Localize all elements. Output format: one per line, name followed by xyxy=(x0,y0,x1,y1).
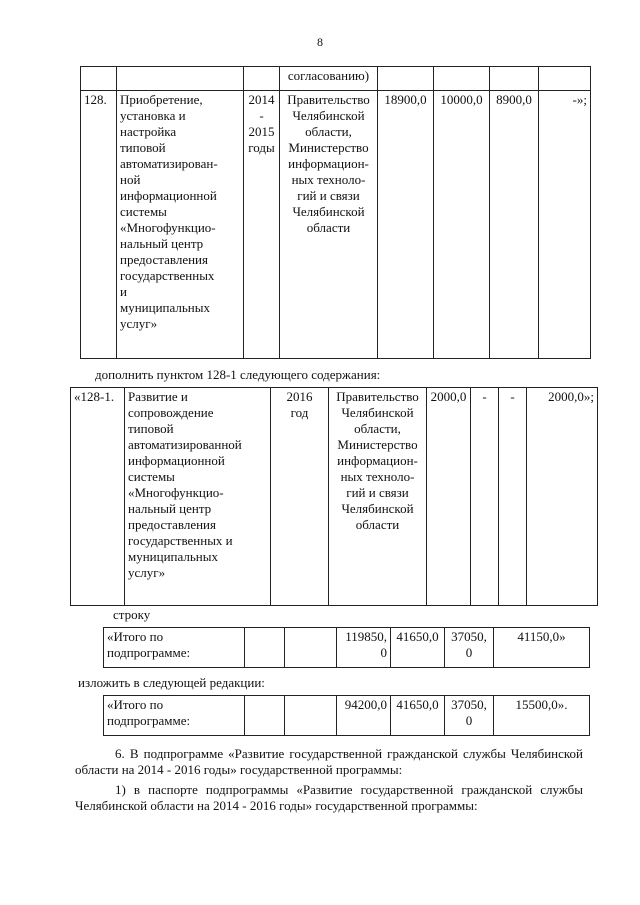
page-number: 8 xyxy=(317,35,323,49)
amount-2015: 37050,0 xyxy=(445,628,494,668)
table-total-old xyxy=(103,627,590,668)
amount-2016: 2000,0»; xyxy=(527,388,598,606)
item-number: 128. xyxy=(81,91,117,359)
header-fragment: согласованию) xyxy=(280,67,378,91)
table-row xyxy=(104,628,590,668)
amount-total: 94200,0 xyxy=(337,696,391,736)
item-name: Развитие и сопровождение типовой автоматизированной информационной системы «Многофункцио- нальный центр предоставления государственных и муниципальных услуг» xyxy=(125,388,271,606)
table-row xyxy=(71,388,598,606)
item-executor: Правительство Челябинской области, Министерство информацион- ных техноло- гий и связи Челябинской области xyxy=(280,91,378,359)
item-number: «128-1. xyxy=(71,388,125,606)
table-total-new xyxy=(103,695,590,736)
item-executor: Правительство Челябинской области, Министерство информацион- ных техноло- гий и связи Челябинской области xyxy=(329,388,427,606)
table-row-header-fragment xyxy=(81,67,591,91)
amount-2014: 41650,0 xyxy=(391,696,445,736)
amount-2016: 15500,0». xyxy=(494,696,590,736)
paragraph-6-1: 1) в паспорте подпрограммы «Развитие государственной гражданской службы Челябинской области на 2014 - 2016 годы» государственной программы: xyxy=(75,782,583,813)
amount-total: 119850,0 xyxy=(337,628,391,668)
instruction-row: строку xyxy=(113,607,151,622)
amount-2014: 10000,0 xyxy=(434,91,490,359)
table-row xyxy=(81,91,591,359)
table-row xyxy=(104,696,590,736)
amount-2014: - xyxy=(471,388,499,606)
total-label: «Итого по подпрограмме: xyxy=(104,696,245,736)
instruction-replace: изложить в следующей редакции: xyxy=(78,675,265,690)
amount-2016: 41150,0» xyxy=(494,628,590,668)
amount-total: 18900,0 xyxy=(378,91,434,359)
table-item-128-1 xyxy=(70,387,598,606)
paragraph-6: 6. В подпрограмме «Развитие государственной гражданской службы Челябинской области на 2014 - 2016 годы» государственной программы: xyxy=(75,746,583,777)
total-label: «Итого по подпрограмме: xyxy=(104,628,245,668)
item-years: 2016 год xyxy=(271,388,329,606)
amount-2014: 41650,0 xyxy=(391,628,445,668)
amount-2016: -»; xyxy=(539,91,591,359)
amount-2015: 8900,0 xyxy=(490,91,539,359)
instruction-add-item: дополнить пунктом 128-1 следующего содержания: xyxy=(95,367,381,382)
item-years: 2014 - 2015 годы xyxy=(244,91,280,359)
table-item-128 xyxy=(80,66,591,359)
item-name: Приобретение, установка и настройка типовой автоматизирован- ной информационной системы «Многофункцио- нальный центр предоставления государственных и муниципальных услуг» xyxy=(117,91,244,359)
amount-2015: 37050,0 xyxy=(445,696,494,736)
amount-total: 2000,0 xyxy=(427,388,471,606)
amount-2015: - xyxy=(499,388,527,606)
